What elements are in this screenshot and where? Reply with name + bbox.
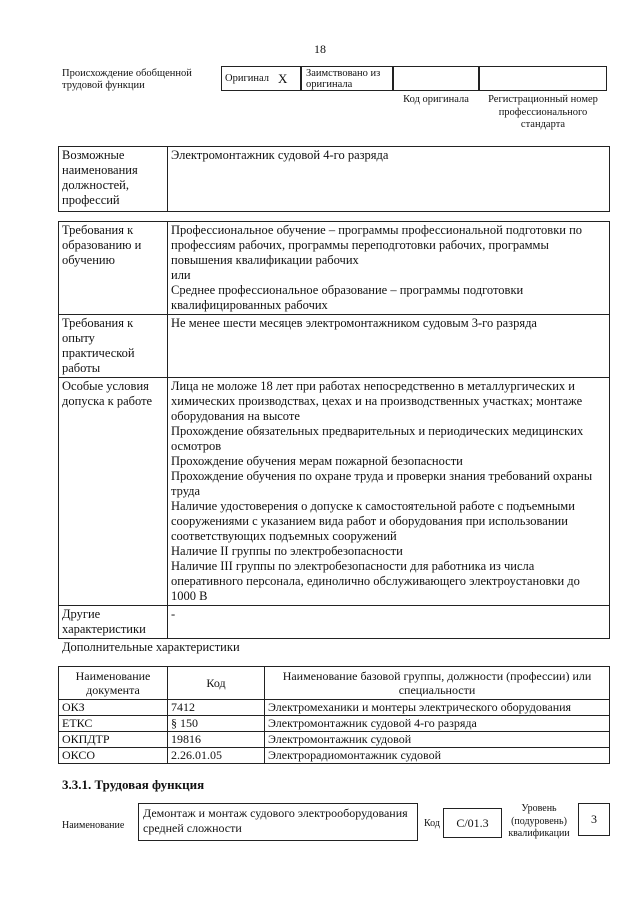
doc-cell: ОКЗ <box>59 700 168 716</box>
original-code-cell <box>393 66 479 91</box>
doc-cell: ОКПДТР <box>59 732 168 748</box>
experience-row <box>59 315 610 378</box>
header-document: Наименование документа <box>59 667 168 700</box>
level-label: Уровень (подуровень) квалификации <box>508 803 570 839</box>
name-cell: Электромеханики и монтеры электрического оборудования <box>265 700 610 716</box>
code-cell: 19816 <box>168 732 265 748</box>
education-label: Требования к образованию и обучению <box>59 222 168 315</box>
borrowed-cell <box>301 66 393 91</box>
condition-line: Лица не моложе 18 лет при работах непосредственно в металлургических и химических производствах, цехах и на производственных участках; монтаже оборудования на высоте <box>171 379 583 423</box>
education-value <box>168 222 610 315</box>
original-mark: X <box>278 71 288 86</box>
education-line: Среднее профессиональное образование – программы подготовки квалифицированных рабочих <box>171 283 524 312</box>
name-label: Наименование <box>62 820 125 831</box>
education-line: Профессиональное обучение – программы профессиональной подготовки по профессиям рабочих, программы переподготовки рабочих, программы повышения квалификации рабочих <box>171 223 583 267</box>
code-caption: Код оригинала <box>403 94 469 105</box>
condition-line: Прохождение обучения по охране труда и проверки знания требований охраны труда <box>171 469 593 498</box>
additional-title: Дополнительные характеристики <box>62 640 240 654</box>
code-label: Код <box>424 818 440 829</box>
section-title: 3.3.1. Трудовая функция <box>62 777 205 792</box>
conditions-value <box>168 378 610 606</box>
other-row <box>59 606 610 639</box>
level-box: 3 <box>578 803 610 836</box>
name-cell: Электромонтажник судовой <box>265 732 610 748</box>
header-name: Наименование базовой группы, должности (профессии) или специальности <box>265 667 610 700</box>
doc-cell: ЕТКС <box>59 716 168 732</box>
borrowed-label: Заимствовано из оригинала <box>306 68 381 90</box>
original-cell <box>221 66 301 91</box>
function-name-box: Демонтаж и монтаж судового электрооборудования средней сложности <box>138 803 418 841</box>
table-row <box>59 748 610 764</box>
code-cell: 7412 <box>168 700 265 716</box>
professions-value: Электромонтажник судовой 4-го разряда <box>168 147 610 212</box>
professions-table <box>58 146 610 212</box>
conditions-label: Особые условия допуска к работе <box>59 378 168 606</box>
reg-number-cell <box>479 66 607 91</box>
education-row <box>59 222 610 315</box>
name-cell: Электромонтажник судовой 4-го разряда <box>265 716 610 732</box>
condition-line: Прохождение обязательных предварительных и периодических медицинских осмотров <box>171 424 584 453</box>
requirements-table <box>58 221 610 639</box>
table-row <box>59 700 610 716</box>
condition-line: Прохождение обучения мерам пожарной безопасности <box>171 454 463 468</box>
function-code-box: C/01.3 <box>443 808 502 838</box>
table-row <box>59 716 610 732</box>
doc-cell: ОКСО <box>59 748 168 764</box>
additional-table <box>58 666 610 764</box>
professions-label: Возможные наименования должностей, профессий <box>59 147 168 212</box>
condition-line: Наличие II группы по электробезопасности <box>171 544 403 558</box>
additional-header <box>59 667 610 700</box>
reg-caption: Регистрационный номер профессионального стандарта <box>488 94 598 130</box>
condition-line: Наличие III группы по электробезопасности для работника из числа оперативного персонала, единолично обслуживающего электроустановки до 1000 В <box>171 559 580 603</box>
name-cell: Электрорадиомонтажник судовой <box>265 748 610 764</box>
experience-label: Требования к опыту практической работы <box>59 315 168 378</box>
other-label: Другие характеристики <box>59 606 168 639</box>
experience-value: Не менее шести месяцев электромонтажником судовым 3-го разряда <box>168 315 610 378</box>
origin-label: Происхождение обобщенной трудовой функции <box>62 68 192 91</box>
code-cell: § 150 <box>168 716 265 732</box>
condition-line: Наличие удостоверения о допуске к самостоятельной работе с подъемными сооружениями с указанием вида работ и оборудования при использовании соответствующих подъемных сооружений <box>171 499 575 543</box>
page-number: 18 <box>314 42 326 56</box>
other-value: - <box>168 606 610 639</box>
original-label: Оригинал <box>225 73 269 84</box>
table-row <box>59 732 610 748</box>
conditions-row <box>59 378 610 606</box>
education-line: или <box>171 268 191 282</box>
header-code: Код <box>168 667 265 700</box>
code-cell: 2.26.01.05 <box>168 748 265 764</box>
